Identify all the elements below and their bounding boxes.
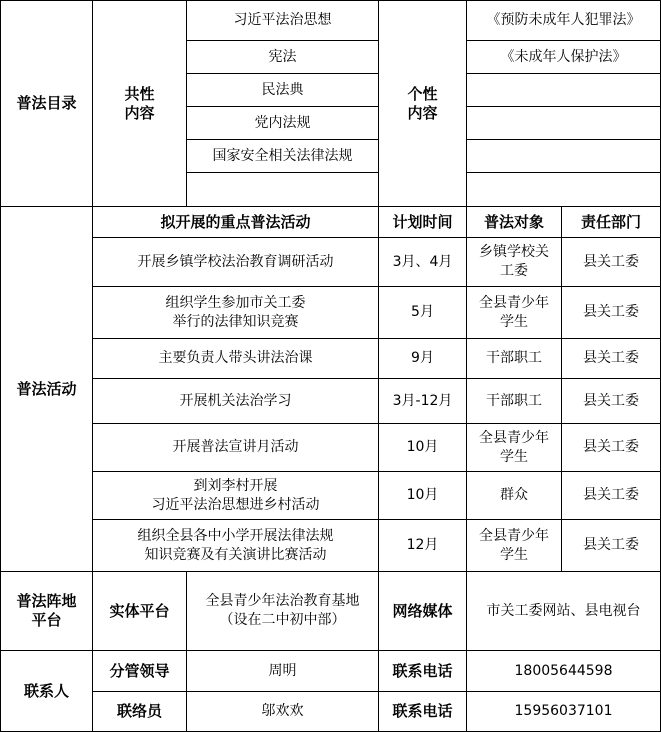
specific-item-1: 《预防未成年人犯罪法》 — [467, 0, 661, 41]
activities-header-time: 计划时间 — [379, 207, 467, 238]
activity-row-2-time: 5月 — [379, 287, 467, 339]
activity-row-1-department: 县关工委 — [562, 238, 661, 287]
activity-row-4-audience: 干部职工 — [467, 379, 562, 424]
liaison-name: 邬欢欢 — [187, 692, 379, 732]
activity-row-6-audience: 群众 — [467, 472, 562, 520]
activity-row-7-time: 12月 — [379, 520, 467, 572]
physical-platform-label: 实体平台 — [93, 572, 187, 651]
common-content-label: 共性 内容 — [93, 0, 187, 207]
activities-header-audience: 普法对象 — [467, 207, 562, 238]
common-item-1: 习近平法治思想 — [187, 0, 379, 41]
activity-row-3-time: 9月 — [379, 339, 467, 379]
activity-row-5-time: 10月 — [379, 424, 467, 472]
activity-row-2-name: 组织学生参加市关工委 举行的法律知识竞赛 — [93, 287, 379, 339]
activity-row-7-department: 县关工委 — [562, 520, 661, 572]
activity-row-5-department: 县关工委 — [562, 424, 661, 472]
liaison-phone: 15956037101 — [467, 692, 661, 732]
online-media-value: 市关工委网站、县电视台 — [467, 572, 661, 651]
activity-row-6-name: 到刘李村开展 习近平法治思想进乡村活动 — [93, 472, 379, 520]
common-item-4: 党内法规 — [187, 107, 379, 140]
specific-content-label: 个性 内容 — [379, 0, 467, 207]
leader-phone: 18005644598 — [467, 651, 661, 692]
activity-row-2-audience: 全县青少年 学生 — [467, 287, 562, 339]
leader-label: 分管领导 — [93, 651, 187, 692]
activity-row-3-department: 县关工委 — [562, 339, 661, 379]
section-contacts-label: 联系人 — [0, 651, 93, 732]
common-item-3: 民法典 — [187, 74, 379, 107]
activity-row-4-department: 县关工委 — [562, 379, 661, 424]
activity-row-5-audience: 全县青少年 学生 — [467, 424, 562, 472]
specific-item-2: 《未成年人保护法》 — [467, 41, 661, 74]
activity-row-1-audience: 乡镇学校关 工委 — [467, 238, 562, 287]
activity-row-6-department: 县关工委 — [562, 472, 661, 520]
activity-row-2-department: 县关工委 — [562, 287, 661, 339]
online-media-label: 网络媒体 — [379, 572, 467, 651]
activity-row-1-name: 开展乡镇学校法治教育调研活动 — [93, 238, 379, 287]
specific-item-blank-4 — [467, 173, 661, 207]
activity-row-6-time: 10月 — [379, 472, 467, 520]
section-activities-label: 普法活动 — [0, 207, 93, 572]
liaison-label: 联络员 — [93, 692, 187, 732]
leader-name: 周明 — [187, 651, 379, 692]
activity-row-7-audience: 全县青少年 学生 — [467, 520, 562, 572]
activity-row-5-name: 开展普法宣讲月活动 — [93, 424, 379, 472]
specific-item-blank-1 — [467, 74, 661, 107]
activity-row-3-name: 主要负责人带头讲法治课 — [93, 339, 379, 379]
liaison-phone-label: 联系电话 — [379, 692, 467, 732]
activity-row-4-time: 3月-12月 — [379, 379, 467, 424]
common-item-blank — [187, 173, 379, 207]
physical-platform-value: 全县青少年法治教育基地 （设在二中初中部） — [187, 572, 379, 651]
common-item-2: 宪法 — [187, 41, 379, 74]
activities-header-department: 责任部门 — [562, 207, 661, 238]
specific-item-blank-2 — [467, 107, 661, 140]
specific-item-blank-3 — [467, 140, 661, 173]
activity-row-4-name: 开展机关法治学习 — [93, 379, 379, 424]
activity-row-3-audience: 干部职工 — [467, 339, 562, 379]
section-platform-label: 普法阵地 平台 — [0, 572, 93, 651]
activity-row-1-time: 3月、4月 — [379, 238, 467, 287]
leader-phone-label: 联系电话 — [379, 651, 467, 692]
section-directory-label: 普法目录 — [0, 0, 93, 207]
activities-header-activity: 拟开展的重点普法活动 — [93, 207, 379, 238]
common-item-5: 国家安全相关法律法规 — [187, 140, 379, 173]
activity-row-7-name: 组织全县各中小学开展法律法规 知识竞赛及有关演讲比赛活动 — [93, 520, 379, 572]
